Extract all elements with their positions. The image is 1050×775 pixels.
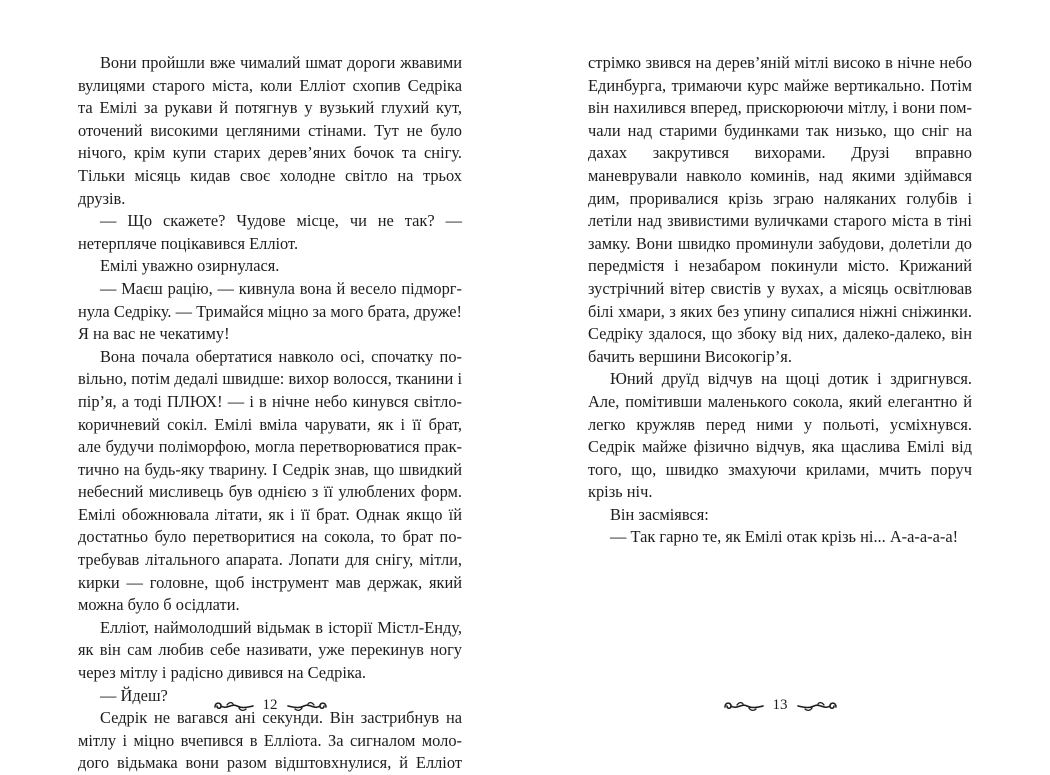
right-page-text — [588, 52, 972, 549]
paragraph: Вона почала обертатися навколо осі, спочатку повільно, потім дедалі швидше: вихор волосся, тканини і пір’я, а тоді ПЛЮХ! — і в нічне небо кинувся світлокоричневий сокіл. Емілі вміла чарувати, як і її брат, але будучи поліморфою, могла перетворюватися практично на будь-яку тварину. І Седрік знав, що швидкий небесний мисливець був однією з її улюблених форм. Емілі обожнювала літати, як і її брат. Однак якщо їй достатньо було перетворитися на сокола, то брат потребував літального апарата. Лопати для снігу, мітли, кирки — головне, щоб інструмент мав держак, який можна було б осідлати. — [78, 346, 462, 615]
page-folio — [78, 697, 462, 714]
flourish-ornament-icon — [286, 699, 328, 713]
left-page — [78, 52, 462, 773]
paragraph: стрімко звився на дерев’яній мітлі високо в нічне небо Единбурга, тримаючи курс майже вертикально. Потім він нахилився вперед, прискорюючи мітлу, і вони помчали над старими будинками так низько, що сніг на дахах закрутився вихорами. Друзі вправно маневрували навколо коминів, над якими здіймався дим, проривалися крізь зграю наляканих голубів і летіли над звивистими вуличками старого міста в тіні замку. Вони швидко проминули забудови, долетіли до передмістя і незабаром покинули місто. Крижаний зустрічний вітер свистів у вухах, а місяць освітлював білі хмари, з яких без упину сипалися ніжні сніжинки. Седріку здалося, що збоку від них, далеко-далеко, він бачить вершини Високогір’я. — [588, 53, 972, 366]
paragraph: Емілі уважно озирнулася. — [100, 256, 280, 276]
paragraph: Елліот, наймолодший відьмак в історії Містл-Енду, як він сам любив себе називати, уже перекинув ногу через мітлу і радісно дивився на Седріка. — [78, 617, 462, 683]
page-folio — [588, 697, 972, 714]
paragraph: — Так гарно те, як Емілі отак крізь ні... А-а-а-а-а! — [610, 527, 959, 547]
paragraph: — Маєш рацію, — кивнула вона й весело підморгнула Седріку. — Тримайся міцно за мого брата, друже! Я на вас не чекатиму! — [78, 278, 462, 344]
page-number: 13 — [772, 697, 788, 713]
paragraph: Він засміявся: — [610, 504, 709, 524]
page-number: 12 — [262, 697, 278, 713]
paragraph: Вони пройшли вже чималий шмат дороги жвавими вулицями старого міста, коли Елліот схопив Седріка та Емілі за рукави й потягнув у вузький глухий кут, оточений високими цегляними стінами. Тут не було нічого, крім купи старих дерев’яних бочок та снігу. Тільки місяць кидав своє холодне світло на трьох друзів. — [78, 53, 462, 208]
paragraph: Юний друїд відчув на щоці дотик і здригнувся. Але, помітивши маленького сокола, який елегантно й легко кружляв перед ними у польоті, усміхнувся. Седрік майже фізично відчув, яка щаслива Емілі від того, що, швидко змахуючи крилами, мчить поруч крізь ніч. — [588, 369, 972, 502]
paragraph: — Що скажете? Чудове місце, чи не так? — нетерпляче поцікавився Елліот. — [78, 211, 462, 253]
flourish-ornament-icon — [723, 699, 765, 713]
flourish-ornament-icon — [796, 699, 838, 713]
left-page-text — [78, 52, 462, 775]
flourish-ornament-icon — [213, 699, 255, 713]
right-page — [588, 52, 972, 752]
paragraph: — Йдеш? — [100, 685, 168, 705]
paragraph: Седрік не вагався ані секунди. Він застрибнув на мітлу і міцно вчепився в Елліота. За сигналом молодого відьмака вони разом відштовхнулися, й Елліот — [78, 708, 462, 773]
